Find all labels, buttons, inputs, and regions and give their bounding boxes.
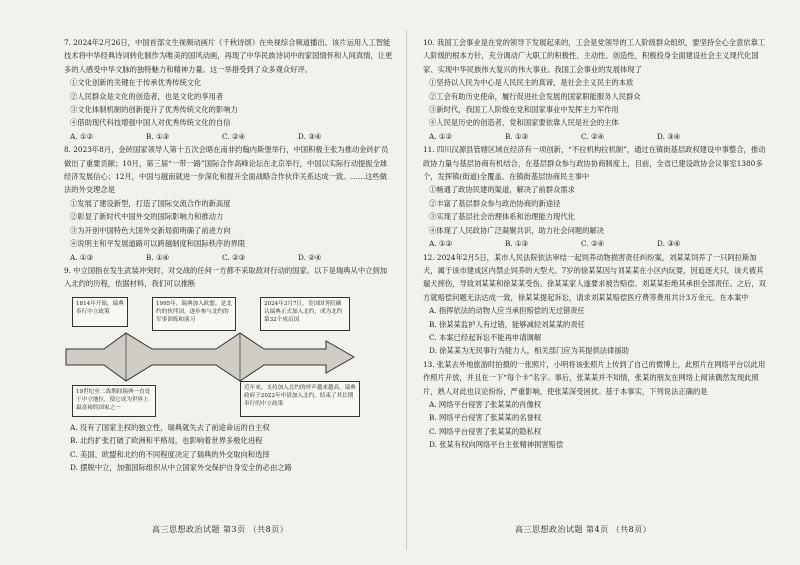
q11-choice-a: A. ①② — [429, 239, 452, 249]
q13-option-b: B. 网络平台侵害了张某某的名誉权 — [429, 413, 542, 423]
q7-stem: 7. 2024年2月26日，中国首部文生视频动画片《千秋诗颂》在央视综合频道播出。该片运用人工智能技术将中华经典诗词转化制作为唯美的国风动画，再现了中华民族诗词中的家国情怀和人间真情，让更多的人感受中华文脉的独特魅力和精神力量。这一举措受到了众多观众好评。 — [64, 38, 393, 74]
q8-option-1: ①发展了建设新型，打造了国际交流合作的新高度 — [70, 198, 231, 208]
q10-choice-d: D. ③④ — [657, 131, 681, 141]
q9-option-c: C. 美国、欧盟和北约的不同程度决定了瑞典的外交取向和选择 — [70, 449, 270, 459]
q11-option-1: ①畅通了政协民建的渠道，解决了前群众需求 — [429, 185, 575, 195]
sweden-timeline-diagram — [64, 293, 394, 419]
q9-option-a: A. 没有了国家主权的独立性，瑞典就失去了前途命运的自主权 — [70, 422, 270, 432]
q10-option-2: ②工会有助历史使命，履行促进社会发展的国家职能服务人民群众 — [429, 91, 641, 101]
q10-choice-c: C. ②④ — [581, 131, 605, 141]
q7-option-2: ②人民群众是文化的创造者，也是文化的享用者 — [70, 91, 224, 101]
timeline-box-1814: 1814年开始，瑞典奉行中立政策 — [72, 297, 128, 327]
page-divider — [406, 30, 407, 550]
q12-option-c: C. 本案已经起诉讼不能再申请调解 — [429, 332, 542, 342]
timeline-box-19th-century: 19世纪至二战期间瑞典一直处于中立地位，使它成为世界上最富裕的国家之一 — [72, 385, 156, 417]
q12-option-d: D. 徐某某为无民事行为能力人，相关部门应为其提供法律援助 — [429, 346, 629, 356]
q8-choice-c: C. ②③ — [222, 252, 246, 262]
q13-option-c: C. 网络平台侵害了张某某的隐私权 — [429, 426, 542, 436]
q11-choice-d: D. ③④ — [657, 239, 681, 249]
q7-option-3: ③文化体制机制的创新提升了优秀传统文化的影响力 — [70, 105, 238, 115]
q8-option-2: ②彰显了新时代中国外交的国际影响力和推动力 — [70, 212, 224, 222]
q9-option-b: B. 北约扩张打破了欧洲和平格局，也影响着世界多极化进程 — [70, 436, 263, 446]
q10-choices — [423, 130, 766, 143]
q10-option-3: ③新时代，我国工人阶级在党和国家事业中发挥主力军作用 — [429, 105, 619, 115]
q8-choice-d: D. ②④ — [298, 252, 322, 262]
q11-choices — [423, 237, 766, 250]
q8-option-4: ④说明主和平发展道路可以跨越制度和国际秩序的界限 — [70, 239, 246, 249]
q12-option-a: A. 指挥依法的动物人应当承担赔偿的无过错责任 — [429, 306, 585, 316]
q7-option-4: ④借助现代科技增强中国人对优秀传统文化的自信 — [70, 118, 231, 128]
q11-option-4: ④体现了人民政协广泛凝聚共识，助力社会问题的解决 — [429, 225, 605, 235]
q13-stem: 13. 张某去外地旅游时拍摄的一张照片，小明将该张照片上传到了自己的微博上，此照片在网络平台以此用作照片开放，并且在一下“每个卡”名字。事后，张某某并不知情，张某的朋友在网络上阅读偶然发现此照片，熟人对此也议论纷纷，严重影响，使张某深受困扰。基于本事实，下列说法正确的是 — [423, 359, 766, 396]
q8-choice-b: B. ①④ — [146, 252, 170, 262]
q12-stem: 12. 2024年2月5日，某市人民法院依法审结一起饲养动物损害责任纠纷案，刘某某饲养了一只阿拉斯加犬，属于该市建成区内禁止饲养的大型犬。7岁的徐某某因与刘某某在小区内玩耍，因追逐犬只，该犬被其遛犬摔伤，导致刘某某和徐某某受伤。徐某某家人遂要求被告赔偿。刘某某拒绝其承担全部责任。之后，双方就赔偿问题无法达成一致，徐某某提起诉讼，请求刘某某赔偿医疗费等费用共计3万余元。在本案中 — [423, 252, 766, 302]
q10-option-4: ④人民是历史的创造者，党和国家要依靠人民是社会的主体 — [429, 118, 619, 128]
q8-choice-a: A. ①③ — [70, 252, 93, 262]
q10-option-1: ①坚持以人民为中心是人民民主的真谛，是社会主义民主的本质 — [429, 78, 634, 88]
page-footer-right: 高三思想政治试题 第4页 （共8页） — [515, 525, 652, 534]
q11-choice-b: B. ①③ — [505, 239, 529, 249]
timeline-box-2024: 2024年3月7日，美国国务院确认瑞典正式加入北约，成为北约第32个成员国 — [260, 297, 350, 331]
q8-option-3: ③为开创中国特色大国外交新局面明确了前进方向 — [70, 225, 231, 235]
q10-choice-b: B. ①③ — [505, 131, 529, 141]
q11-choice-c: C. ②④ — [581, 239, 605, 249]
q9-option-d: D. 摆脱中立，加强国际组织从中立国家外交保护自身安全的必由之路 — [70, 462, 292, 472]
q9-stem: 9. 中立国指在发生武装冲突时，对交战的任何一方都不采取敌对行动的国家。以下是瑞典从中立到加入北约的历程，依据材料，我们可以推断 — [64, 265, 388, 289]
timeline-box-recent-years: 近年来，支持加入北约的呼声越来越高，瑞典政府于2022年申请加入北约，结束了其长期奉行的中立政策 — [240, 381, 360, 417]
q10-stem: 10. 我国工会事业是在党的领导下发展起来的，工会是党领导的工人阶级群众组织，要坚持全心全意依靠工人阶级的根本方针，充分调动广大职工的积极性、主动性、创造性，积极投身全面建设社会主义现代化国家、实现中华民族伟大复兴的伟大事业。我国工会事业的发展体现了 — [423, 38, 766, 74]
q7-choice-b: B. ①③ — [146, 131, 170, 141]
q13-option-d: D. 张某有权向网络平台主张精神损害赔偿 — [429, 440, 564, 450]
q7-option-1: ①文化创新的关键在于传承优秀传统文化 — [70, 78, 202, 88]
q11-option-2: ②丰富了基层群众参与政治协商的新途径 — [429, 198, 561, 208]
q7-choices — [64, 130, 394, 143]
q13-option-a: A. 网络平台侵害了张某某的肖像权 — [429, 399, 542, 409]
q11-stem: 11. 四川汉源县管辖区域在经济有一项创新，“不拉机构拉机制”，通过在镇街基层政权建设中事整合，推动政协力量与基层协商有机结合，在基层群众参与政协协商制度上，目前，全省已建设政协会议事室1380多个，发挥镇(街道)全覆盖。在镇街基层协商民主事中 — [423, 145, 766, 182]
page-footer-left: 高三思想政治试题 第3页 （共8页） — [152, 525, 289, 534]
q8-stem: 8. 2023年8月，金砖国家领导人第十五次会晤在南非约翰内斯堡举行，中国积极主张为推动金砖扩员做出了重要贡献；10月，第三届“一带一路”国际合作高峰论坛在北京举行，中国以实际行动提振全球经济发展信心；12月，中国与越南就进一步深化和提升全面战略合作伙伴关系达成一致。……这些做法的外交理念是 — [64, 145, 389, 195]
left-page — [64, 36, 394, 474]
q7-choice-a: A. ①② — [70, 131, 93, 141]
q7-choice-c: C. ②④ — [222, 131, 246, 141]
right-page — [423, 36, 766, 452]
q11-option-3: ③实现了基层社会治理体系和治理能力现代化 — [429, 212, 575, 222]
timeline-box-1995: 1995年，瑞典加入欧盟，是北约的伙伴国，逐步参与北约的军事训练和演习 — [152, 297, 236, 331]
q10-choice-a: A. ①② — [429, 131, 452, 141]
q12-option-b: B. 徐某某监护人有过错，能够减轻刘某某的责任 — [429, 319, 585, 329]
q8-choices — [64, 251, 394, 264]
q7-choice-d: D. ③④ — [298, 131, 322, 141]
